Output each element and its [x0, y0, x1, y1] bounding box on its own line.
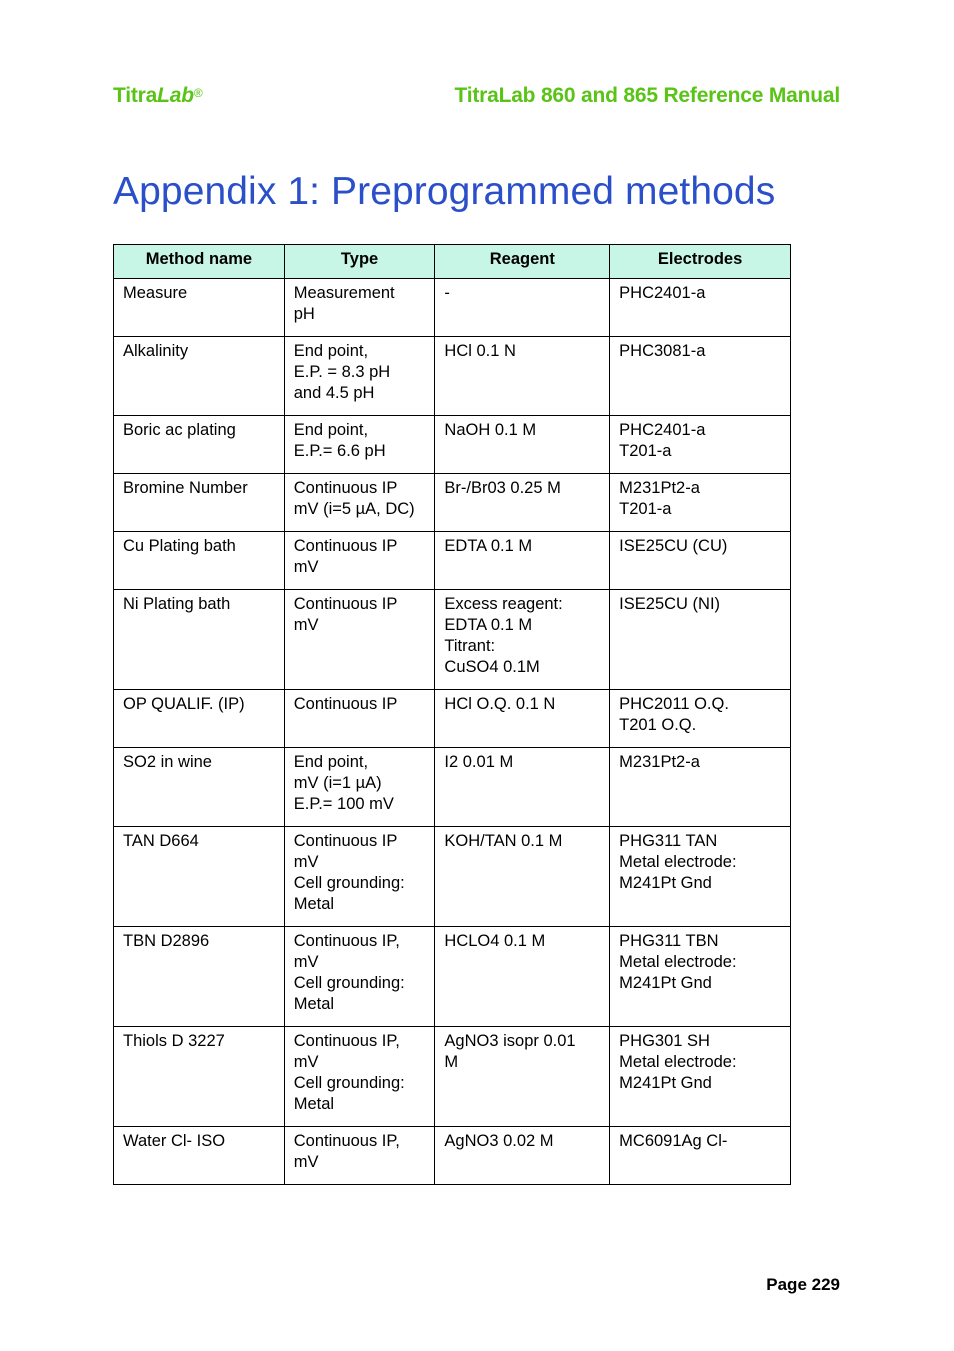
cell-line: PHC2011 O.Q.	[619, 695, 729, 713]
cell-line: Continuous IP,	[293, 932, 400, 950]
method-name-cell	[114, 337, 285, 416]
cell-line: Cu Plating bath	[123, 537, 236, 555]
type-cell	[284, 474, 435, 532]
cell-line: M231Pt2-a	[619, 753, 700, 771]
cell-line: SO2 in wine	[123, 753, 212, 771]
cell-line: Metal	[293, 995, 335, 1013]
cell-line: T201 O.Q.	[619, 716, 697, 734]
type-cell	[284, 827, 435, 927]
electrodes-cell	[610, 590, 791, 690]
cell-line: mV	[293, 1053, 319, 1071]
cell-line: Titrant:	[444, 637, 496, 655]
registered-mark: ®	[193, 86, 203, 100]
column-header-reagent: Reagent	[435, 245, 610, 279]
reagent-cell	[435, 416, 610, 474]
method-name-cell	[114, 590, 285, 690]
cell-line: M241Pt Gnd	[619, 1074, 712, 1092]
cell-line: AgNO3 0.02 M	[444, 1132, 554, 1150]
type-cell	[284, 1127, 435, 1185]
electrodes-cell	[610, 827, 791, 927]
cell-line: HCLO4 0.1 M	[444, 932, 546, 950]
page-title: Appendix 1: Preprogrammed methods	[113, 170, 776, 213]
electrodes-cell	[610, 927, 791, 1027]
methods-table	[113, 244, 791, 1185]
cell-line: HCl O.Q. 0.1 N	[444, 695, 556, 713]
cell-line: M231Pt2-a	[619, 479, 700, 497]
cell-line: mV (i=1 µA)	[293, 774, 382, 792]
brand-suffix: Lab	[157, 84, 194, 107]
cell-line: OP QUALIF. (IP)	[123, 695, 245, 713]
brand-logo	[113, 84, 203, 108]
cell-line: Metal electrode:	[619, 953, 737, 971]
cell-line: ISE25CU (CU)	[619, 537, 728, 555]
cell-line: and 4.5 pH	[293, 384, 375, 402]
brand-prefix: Titra	[113, 84, 158, 107]
cell-line: mV	[293, 853, 319, 871]
table-row	[114, 590, 791, 690]
cell-line: mV	[293, 1153, 319, 1171]
reagent-cell	[435, 532, 610, 590]
reagent-cell	[435, 474, 610, 532]
reagent-cell	[435, 279, 610, 337]
cell-line: KOH/TAN 0.1 M	[444, 832, 563, 850]
table-row	[114, 532, 791, 590]
cell-line: End point,	[293, 753, 369, 771]
cell-line: Ni Plating bath	[123, 595, 231, 613]
cell-line: PHG301 SH	[619, 1032, 710, 1050]
cell-line: Metal	[293, 895, 335, 913]
electrodes-cell	[610, 279, 791, 337]
cell-line: pH	[293, 305, 315, 323]
table-row	[114, 927, 791, 1027]
cell-line: NaOH 0.1 M	[444, 421, 537, 439]
electrodes-cell	[610, 1127, 791, 1185]
cell-line: Alkalinity	[123, 342, 189, 360]
cell-line: CuSO4 0.1M	[444, 658, 540, 676]
method-name-cell	[114, 279, 285, 337]
method-name-cell	[114, 927, 285, 1027]
cell-line: M	[444, 1053, 459, 1071]
method-name-cell	[114, 690, 285, 748]
cell-line: MC6091Ag Cl-	[619, 1132, 728, 1150]
cell-line: Excess reagent:	[444, 595, 563, 613]
cell-line: Measure	[123, 284, 188, 302]
type-cell	[284, 690, 435, 748]
table-row	[114, 748, 791, 827]
cell-line: EDTA 0.1 M	[444, 537, 533, 555]
cell-line: End point,	[293, 342, 369, 360]
type-cell	[284, 337, 435, 416]
cell-line: Continuous IP,	[293, 1132, 400, 1150]
cell-line: Thiols D 3227	[123, 1032, 225, 1050]
type-cell	[284, 748, 435, 827]
reagent-cell	[435, 927, 610, 1027]
cell-line: Water Cl- ISO	[123, 1132, 226, 1150]
reagent-cell	[435, 1127, 610, 1185]
electrodes-cell	[610, 532, 791, 590]
cell-line: Metal electrode:	[619, 1053, 737, 1071]
cell-line: mV	[293, 616, 319, 634]
method-name-cell	[114, 1127, 285, 1185]
electrodes-cell	[610, 337, 791, 416]
column-header-method-name: Method name	[114, 245, 285, 279]
type-cell	[284, 416, 435, 474]
cell-line: T201-a	[619, 442, 672, 460]
method-name-cell	[114, 416, 285, 474]
table-row	[114, 827, 791, 927]
page-number: Page 229	[766, 1275, 840, 1294]
manual-title: TitraLab 860 and 865 Reference Manual	[454, 84, 840, 107]
cell-line: mV	[293, 558, 319, 576]
electrodes-cell	[610, 474, 791, 532]
cell-line: Boric ac plating	[123, 421, 236, 439]
method-name-cell	[114, 474, 285, 532]
reagent-cell	[435, 827, 610, 927]
cell-line: Continuous IP	[293, 695, 398, 713]
cell-line: mV (i=5 µA, DC)	[293, 500, 415, 518]
cell-line: PHC2401-a	[619, 284, 706, 302]
method-name-cell	[114, 748, 285, 827]
type-cell	[284, 1027, 435, 1127]
method-name-cell	[114, 827, 285, 927]
cell-line: ISE25CU (NI)	[619, 595, 721, 613]
reagent-cell	[435, 690, 610, 748]
cell-line: Cell grounding:	[293, 1074, 405, 1092]
cell-line: TAN D664	[123, 832, 199, 850]
cell-line: Metal	[293, 1095, 335, 1113]
reagent-cell	[435, 590, 610, 690]
cell-line: I2 0.01 M	[444, 753, 514, 771]
table-row	[114, 690, 791, 748]
cell-line: PHC2401-a	[619, 421, 706, 439]
cell-line: EDTA 0.1 M	[444, 616, 533, 634]
cell-line: PHC3081-a	[619, 342, 706, 360]
electrodes-cell	[610, 1027, 791, 1127]
table-row	[114, 1127, 791, 1185]
type-cell	[284, 279, 435, 337]
cell-line: Continuous IP	[293, 479, 398, 497]
electrodes-cell	[610, 748, 791, 827]
cell-line: M241Pt Gnd	[619, 874, 712, 892]
cell-line: HCl 0.1 N	[444, 342, 516, 360]
cell-line: AgNO3 isopr 0.01	[444, 1032, 576, 1050]
cell-line: Continuous IP	[293, 595, 398, 613]
reagent-cell	[435, 337, 610, 416]
cell-line: Br-/Br03 0.25 M	[444, 479, 561, 497]
cell-line: PHG311 TBN	[619, 932, 719, 950]
method-name-cell	[114, 532, 285, 590]
cell-line: Continuous IP	[293, 832, 398, 850]
table-body	[114, 279, 791, 1185]
cell-line: PHG311 TAN	[619, 832, 718, 850]
cell-line: E.P. = 8.3 pH	[293, 363, 391, 381]
cell-line: T201-a	[619, 500, 672, 518]
cell-line: E.P.= 6.6 pH	[293, 442, 386, 460]
cell-line: Metal electrode:	[619, 853, 737, 871]
column-header-type: Type	[284, 245, 435, 279]
cell-line: Continuous IP,	[293, 1032, 400, 1050]
reagent-cell	[435, 1027, 610, 1127]
cell-line: Measurement	[293, 284, 395, 302]
table-row	[114, 474, 791, 532]
cell-line: -	[444, 284, 450, 302]
table-row	[114, 279, 791, 337]
cell-line: Continuous IP	[293, 537, 398, 555]
cell-line: TBN D2896	[123, 932, 210, 950]
cell-line: End point,	[293, 421, 369, 439]
table-row	[114, 337, 791, 416]
cell-line: Cell grounding:	[293, 874, 405, 892]
type-cell	[284, 532, 435, 590]
cell-line: M241Pt Gnd	[619, 974, 712, 992]
cell-line: E.P.= 100 mV	[293, 795, 394, 813]
table-row	[114, 1027, 791, 1127]
electrodes-cell	[610, 416, 791, 474]
cell-line: Cell grounding:	[293, 974, 405, 992]
reagent-cell	[435, 748, 610, 827]
electrodes-cell	[610, 690, 791, 748]
type-cell	[284, 927, 435, 1027]
type-cell	[284, 590, 435, 690]
column-header-electrodes: Electrodes	[610, 245, 791, 279]
method-name-cell	[114, 1027, 285, 1127]
table-row	[114, 416, 791, 474]
cell-line: mV	[293, 953, 319, 971]
cell-line: Bromine Number	[123, 479, 248, 497]
table-header-row	[114, 245, 791, 279]
